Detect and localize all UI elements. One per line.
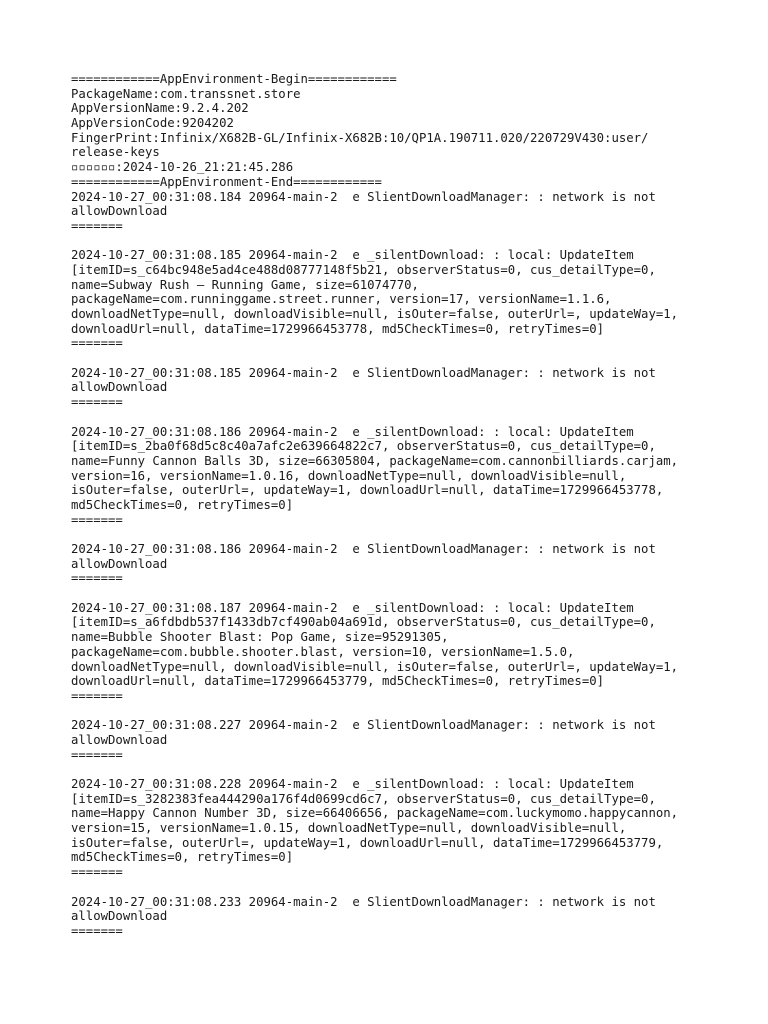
log-line: ============AppEnvironment-Begin============ — [71, 72, 397, 86]
log-line: name=Subway Rush – Running Game, size=61074770, — [71, 277, 419, 292]
log-line: name=Happy Cannon Number 3D, size=66406656, packageName=com.luckymomo.happycannon, — [71, 806, 679, 821]
log-line: name=Bubble Shooter Blast: Pop Game, size=95291305, — [71, 630, 449, 645]
log-line: 2024-10-27_00:31:08.227 20964-main-2 e SlientDownloadManager: : network is not — [71, 718, 656, 733]
log-line: ======= — [71, 571, 123, 586]
log-line: version=15, versionName=1.0.15, downloadNetType=null, downloadVisible=null, — [71, 821, 627, 836]
log-line: downloadNetType=null, downloadVisible=null, isOuter=false, outerUrl=, updateWay=1, — [71, 307, 679, 321]
log-line: ======= — [71, 218, 123, 233]
log-line: ======= — [71, 395, 123, 410]
log-line: ======= — [71, 688, 123, 703]
blank-line — [71, 351, 711, 366]
log-line: ▫▫▫▫▫▫:2024-10-26_21:21:45.286 — [71, 160, 294, 175]
log-line: downloadUrl=null, dataTime=1729966453779, md5CheckTimes=0, retryTimes=0] — [71, 674, 605, 689]
log-line: name=Funny Cannon Balls 3D, size=66305804, packageName=com.cannonbilliards.carjam, — [71, 453, 679, 468]
blank-line — [71, 762, 711, 777]
log-line: allowDownload — [71, 556, 168, 571]
log-line: 2024-10-27_00:31:08.185 20964-main-2 e SlientDownloadManager: : network is not — [71, 365, 656, 380]
log-line: [itemID=s_2ba0f68d5c8c40a7afc2e639664822c7, observerStatus=0, cus_detailType=0, — [71, 439, 656, 454]
log-line: 2024-10-27_00:31:08.186 20964-main-2 e SlientDownloadManager: : network is not — [71, 542, 656, 556]
log-line: downloadNetType=null, downloadVisible=null, isOuter=false, outerUrl=, updateWay=1, — [71, 659, 679, 674]
log-line: 2024-10-27_00:31:08.184 20964-main-2 e SlientDownloadManager: : network is not — [71, 189, 656, 204]
log-line: [itemID=s_3282383fea444290a176f4d0699cd6c7, observerStatus=0, cus_detailType=0, — [71, 791, 656, 806]
blank-line — [71, 410, 711, 425]
log-line: version=16, versionName=1.0.16, downloadNetType=null, downloadVisible=null, — [71, 468, 627, 483]
log-line: allowDownload — [71, 732, 168, 747]
log-line: [itemID=s_c64bc948e5ad4ce488d08777148f5b21, observerStatus=0, cus_detailType=0, — [71, 262, 656, 277]
log-line: PackageName:com.transsnet.store — [71, 86, 301, 101]
log-line: FingerPrint:Infinix/X682B-GL/Infinix-X682B:10/QP1A.190711.020/220729V430:user/ — [71, 130, 649, 145]
blank-line — [71, 234, 711, 249]
log-line: allowDownload — [71, 909, 168, 924]
log-line: packageName=com.runninggame.street.runner, version=17, versionName=1.1.6, — [71, 292, 612, 307]
blank-line — [71, 880, 711, 895]
log-line: 2024-10-27_00:31:08.187 20964-main-2 e _silentDownload: : local: UpdateItem — [71, 600, 634, 615]
log-line: [itemID=s_a6fdbdb537f1433db7cf490ab04a691d, observerStatus=0, cus_detailType=0, — [71, 615, 656, 630]
log-line: ======= — [71, 923, 123, 938]
blank-line — [71, 527, 711, 542]
log-line: 2024-10-27_00:31:08.186 20964-main-2 e _silentDownload: : local: UpdateItem — [71, 424, 634, 439]
blank-line — [71, 704, 711, 719]
log-line: ======= — [71, 747, 123, 762]
log-line: isOuter=false, outerUrl=, updateWay=1, downloadUrl=null, dataTime=1729966453779, — [71, 835, 664, 850]
log-line: AppVersionCode:9204202 — [71, 116, 234, 131]
log-line: packageName=com.bubble.shooter.blast, version=10, versionName=1.5.0, — [71, 644, 575, 659]
log-line: 2024-10-27_00:31:08.228 20964-main-2 e _silentDownload: : local: UpdateItem — [71, 777, 634, 791]
log-line: AppVersionName:9.2.4.202 — [71, 101, 249, 116]
log-line: allowDownload — [71, 204, 168, 219]
log-line: release-keys — [71, 145, 160, 160]
log-line: md5CheckTimes=0, retryTimes=0] — [71, 497, 294, 512]
log-line: ======= — [71, 336, 123, 351]
blank-line — [71, 586, 711, 601]
log-line: ======= — [71, 865, 123, 880]
log-line: allowDownload — [71, 380, 168, 395]
log-line: md5CheckTimes=0, retryTimes=0] — [71, 850, 294, 865]
log-line: downloadUrl=null, dataTime=1729966453778, md5CheckTimes=0, retryTimes=0] — [71, 321, 605, 336]
log-line: isOuter=false, outerUrl=, updateWay=1, downloadUrl=null, dataTime=1729966453778, — [71, 483, 664, 498]
log-document — [71, 72, 711, 939]
log-line: ============AppEnvironment-End============ — [71, 174, 382, 189]
log-line: 2024-10-27_00:31:08.233 20964-main-2 e SlientDownloadManager: : network is not — [71, 894, 656, 909]
log-line: 2024-10-27_00:31:08.185 20964-main-2 e _silentDownload: : local: UpdateItem — [71, 248, 634, 263]
log-line: ======= — [71, 512, 123, 527]
